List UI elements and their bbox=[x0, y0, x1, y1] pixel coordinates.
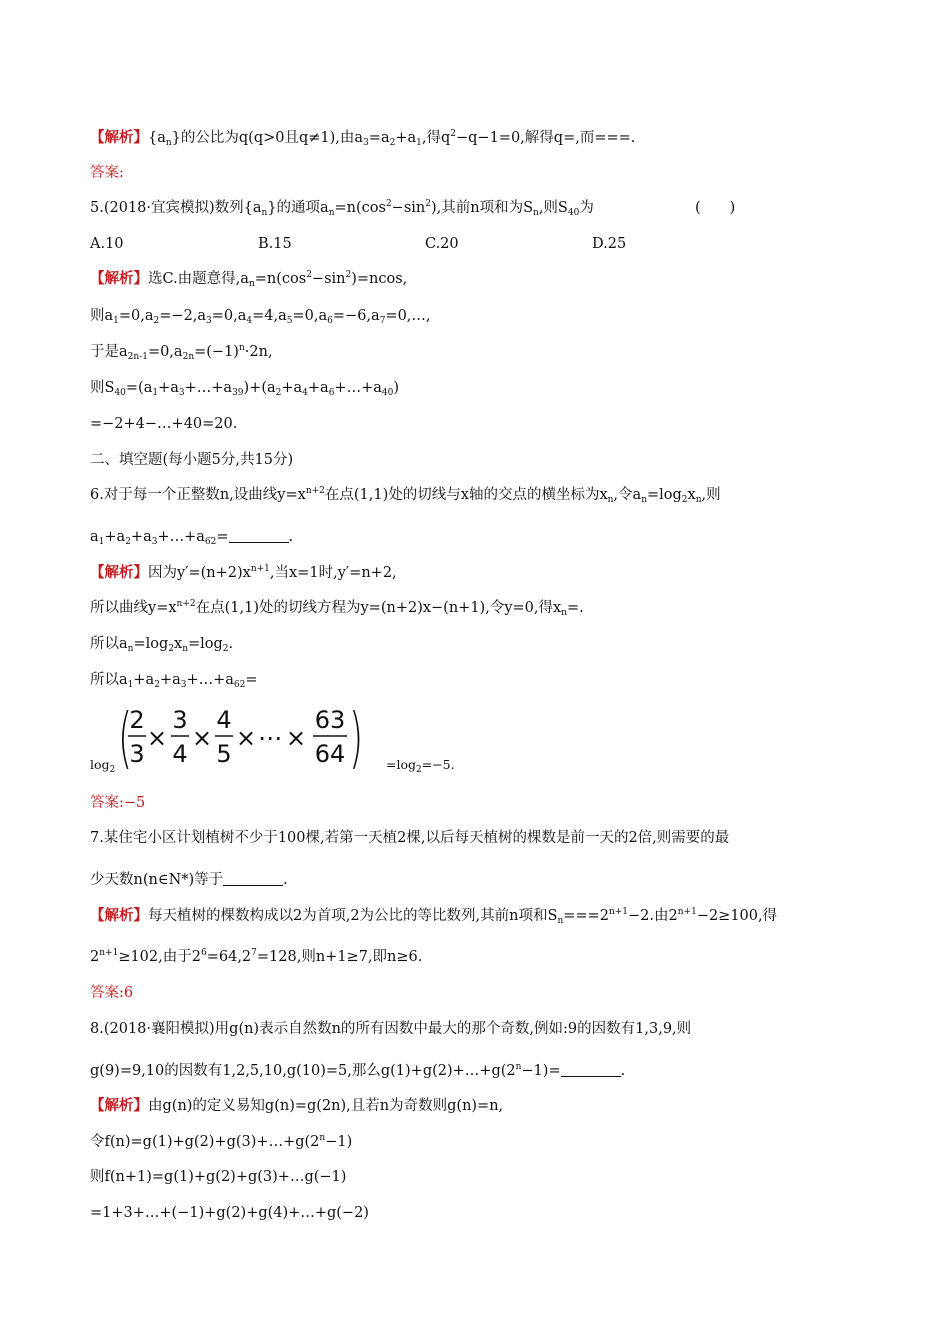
option-a: A.10 bbox=[90, 236, 124, 252]
answer-parenthesis: ( ) bbox=[695, 200, 736, 216]
frac-4-numerator: 63 bbox=[314, 706, 346, 734]
solution-5-line-3: 于是$a_{2n-1}=0,a_{2n}=(-1)^n\cdot 2n$, bbox=[90, 343, 273, 362]
option-c: C.20 bbox=[425, 236, 459, 252]
frac-3-denominator: 5 bbox=[216, 740, 232, 768]
fill-blank bbox=[229, 528, 289, 543]
question-7-line-1: 7.某住宅小区计划植树不少于100棵,若第一天植2棵,以后每天植树的棵数是前一天的2倍,则需要的最 bbox=[90, 830, 730, 846]
fraction-4 bbox=[313, 706, 347, 768]
option-b: B.15 bbox=[258, 236, 292, 252]
solution-6-line-3: 所以$a_n=\log_2x_n=\log_2$. bbox=[90, 636, 234, 654]
question-6-line-1: 6.对于每一个正整数n,设曲线$y=x^{n+2}$在点(1,1)处的切线与x轴的交点的横坐标为$x_n$,令$a_n=\log_2x_n$,则 bbox=[90, 486, 721, 505]
question-5: 5.(2018·宜宾模拟)数列$\{a_n\}$的通项$a_n=n(\cos^2-\sin^2)$,其前n项和为$S_n$,则$S_{40}$为 bbox=[90, 199, 594, 218]
analysis-tag: 【解析】 bbox=[90, 270, 148, 287]
question-6-line-2: $a_1+a_2+a_3+\dots+a_{62}=$ . bbox=[90, 529, 294, 547]
solution-8-line-4: =1+3+…+(−1)+g(2)+g(4)+…+g(−2) bbox=[90, 1205, 369, 1221]
fraction-2 bbox=[171, 706, 189, 768]
solution-line-1: 【解析】$\{a_n\}$的公比为q(q>0且q≠1),由$a_3=a_2+a_1$,得$q^2-q-1=0$,解得q=,而===. bbox=[90, 129, 636, 148]
solution-5-line-4: 则$S_{40}=(a_1+a_3+\dots+a_{39})+(a_2+a_4+a_6+\dots+a_{40})$ bbox=[90, 380, 399, 398]
frac-2-numerator: 3 bbox=[172, 706, 188, 734]
frac-1-numerator: 2 bbox=[129, 706, 145, 734]
solution-6-line-2: 所以曲线$y=x^{n+2}$在点(1,1)处的切线方程为y=(n+2)x−(n+1),令y=0,得$x_n=$. bbox=[90, 599, 584, 618]
solution-5-line-2: 则$a_1=0,a_2=-2,a_3=0,a_4=4,a_5=0,a_6=-6,a_7=0,\dots$, bbox=[90, 308, 431, 326]
solution-8-line-1: 【解析】由g(n)的定义易知g(n)=g(2n),且若n为奇数则g(n)=n, bbox=[90, 1097, 504, 1114]
solution-5-line-1: 【解析】选C.由题意得$,a_n=n(\cos^2-\sin^2)=ncos$, bbox=[90, 270, 408, 289]
solution-7-line-2: $2^{n+1}\ge 102$,由于$2^6=64,2^7=128$,则n+1≥7,即n≥6. bbox=[90, 948, 423, 965]
answer-6: 答案:−5 bbox=[90, 795, 146, 811]
frac-3-numerator: 4 bbox=[216, 706, 232, 734]
question-8-line-2: g(9)=9,10的因数有1,2,5,10,g(10)=5,那么$g(1)+g(2)+\dots+g(2^n-1)=$ . bbox=[90, 1062, 626, 1079]
times-1: × bbox=[146, 724, 168, 752]
analysis-tag: 【解析】 bbox=[90, 129, 148, 146]
ellipsis: ⋯ bbox=[258, 724, 282, 752]
frac-2-denominator: 4 bbox=[172, 740, 188, 768]
fraction-3 bbox=[215, 706, 233, 768]
fraction-product-formula bbox=[118, 700, 388, 774]
section-heading: 二、填空题(每小题5分,共15分) bbox=[90, 452, 294, 468]
solution-7-line-1: 【解析】每天植树的棵数构成以2为首项,2为公比的等比数列,其前n项和$S_n===2^{n+1}-2$.由$2^{n+1}-2\ge 100$,得 bbox=[90, 907, 778, 926]
answer-7: 答案:6 bbox=[90, 985, 134, 1001]
right-paren: ) bbox=[349, 700, 364, 774]
left-paren: ( bbox=[118, 700, 133, 774]
question-8-line-1: 8.(2018·襄阳模拟)用g(n)表示自然数n的所有因数中最大的那个奇数,例如:9的因数有1,3,9,则 bbox=[90, 1021, 692, 1037]
analysis-tag: 【解析】 bbox=[90, 564, 148, 581]
times-4: × bbox=[285, 724, 307, 752]
frac-1-denominator: 3 bbox=[129, 740, 145, 768]
solution-5-line-5: =−2+4−…+40=20. bbox=[90, 416, 238, 432]
times-2: × bbox=[191, 724, 213, 752]
analysis-tag: 【解析】 bbox=[90, 907, 148, 924]
log-prefix: $\log_2$ bbox=[90, 757, 116, 775]
question-7-line-2: 少天数n(n∈N*)等于 . bbox=[90, 872, 288, 888]
log-suffix: $=\log_2=-5$. bbox=[386, 757, 455, 775]
solution-8-line-3: 则f(n+1)=g(1)+g(2)+g(3)+…g(−1) bbox=[90, 1169, 347, 1185]
frac-4-denominator: 64 bbox=[314, 740, 346, 768]
analysis-tag: 【解析】 bbox=[90, 1097, 148, 1114]
solution-6-line-4: 所以$a_1+a_2+a_3+\dots+a_{62}=$ bbox=[90, 672, 258, 690]
times-3: × bbox=[235, 724, 257, 752]
solution-8-line-2: 令$f(n)=g(1)+g(2)+g(3)+\dots+g(2^n-1)$ bbox=[90, 1133, 353, 1150]
fill-blank bbox=[561, 1062, 621, 1077]
fill-blank bbox=[223, 871, 283, 886]
option-d: D.25 bbox=[592, 236, 627, 252]
solution-6-line-1: 【解析】因为$y'=(n+2)x^{n+1}$,当x=1时,y′=n+2, bbox=[90, 564, 397, 581]
answer-line-4: 答案: bbox=[90, 165, 124, 181]
